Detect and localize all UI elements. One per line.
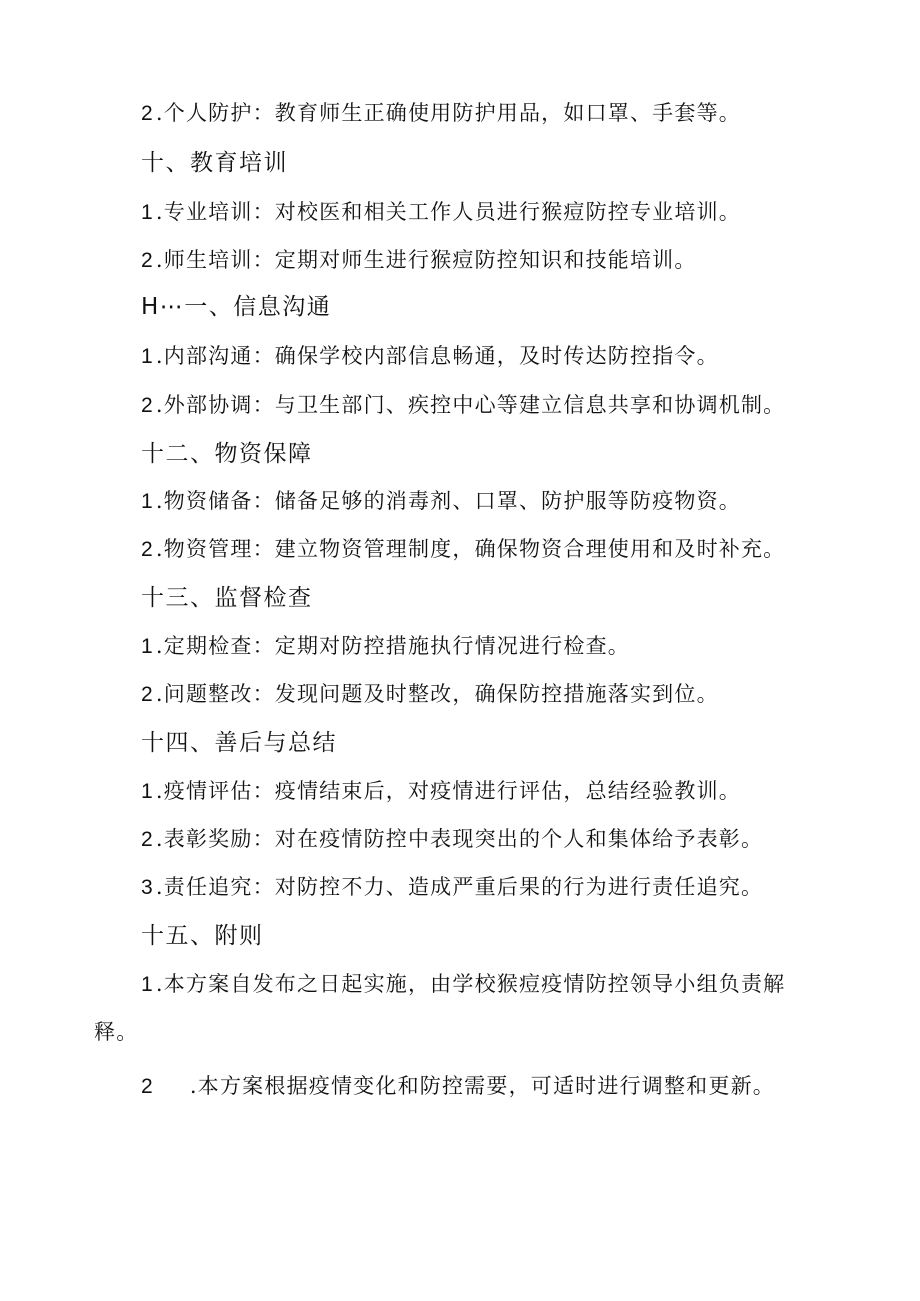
item-number: 2 (141, 102, 154, 125)
section-heading-material-support: 十二、物资保障 (141, 441, 313, 467)
item-material-reserve (141, 491, 741, 512)
item-text: .师生培训：定期对师生进行猴痘防控知识和技能培训。 (155, 248, 697, 272)
item-plan-update (141, 1076, 775, 1097)
item-teacher-student-training (141, 250, 697, 271)
item-number: 2 (141, 394, 154, 417)
item-text: .定期检查：定期对防控措施执行情况进行检查。 (155, 634, 630, 658)
item-number: 1 (141, 345, 154, 368)
section-heading-supplementary-provisions: 十五、附则 (141, 923, 264, 949)
item-number: 2 (141, 683, 154, 706)
item-commendation-reward (141, 829, 763, 850)
item-text: .内部沟通：确保学校内部信息畅通，及时传达防控指令。 (155, 344, 719, 368)
item-number: 2 (141, 249, 154, 272)
item-number: 1 (141, 973, 154, 996)
item-material-management (141, 539, 785, 560)
item-number: 3 (141, 876, 154, 899)
item-number: 1 (141, 201, 154, 224)
item-number: 1 (141, 490, 154, 513)
item-text: .问题整改：发现问题及时整改，确保防控措施落实到位。 (155, 682, 719, 706)
item-number: 1 (141, 780, 154, 803)
item-internal-communication (141, 346, 719, 367)
item-text: .本方案根据疫情变化和防控需要，可适时进行调整和更新。 (189, 1074, 775, 1098)
item-regular-inspection (141, 636, 630, 657)
item-external-coordination (141, 395, 785, 416)
item-text: .个人防护：教育师生正确使用防护用品，如口罩、手套等。 (155, 101, 741, 125)
item-epidemic-assessment (141, 781, 741, 802)
section-heading-supervision-inspection: 十三、监督检查 (141, 585, 313, 611)
item-professional-training (141, 202, 741, 223)
item-text: .专业培训：对校医和相关工作人员进行猴痘防控专业培训。 (155, 200, 741, 224)
item-text: .疫情评估：疫情结束后，对疫情进行评估，总结经验教训。 (155, 779, 741, 803)
item-text: .物资管理：建立物资管理制度，确保物资合理使用和及时补充。 (155, 537, 786, 561)
item-text: .物资储备：储备足够的消毒剂、口罩、防护服等防疫物资。 (155, 489, 741, 513)
item-text: .外部协调：与卫生部门、疾控中心等建立信息共享和协调机制。 (155, 393, 786, 417)
section-heading-information-communication: H⋯一、信息沟通 (141, 294, 332, 320)
item-implementation-continuation: 释。 (94, 1020, 139, 1044)
section-heading-aftermath-summary: 十四、善后与总结 (141, 730, 337, 756)
item-problem-rectification (141, 684, 719, 705)
item-implementation (141, 974, 785, 995)
section-heading-education-training: 十、教育培训 (141, 150, 288, 176)
item-text: .责任追究：对防控不力、造成严重后果的行为进行责任追究。 (155, 875, 764, 899)
item-text: .本方案自发布之日起实施，由学校猴痘疫情防控领导小组负责解 (155, 972, 786, 996)
item-accountability (141, 877, 763, 898)
item-number: 2 (141, 828, 154, 851)
item-number: 1 (141, 635, 154, 658)
item-personal-protection (141, 103, 741, 124)
item-text: .表彰奖励：对在疫情防控中表现突出的个人和集体给予表彰。 (155, 827, 764, 851)
item-number: 2 (141, 538, 154, 561)
item-number: 2 (141, 1075, 154, 1098)
